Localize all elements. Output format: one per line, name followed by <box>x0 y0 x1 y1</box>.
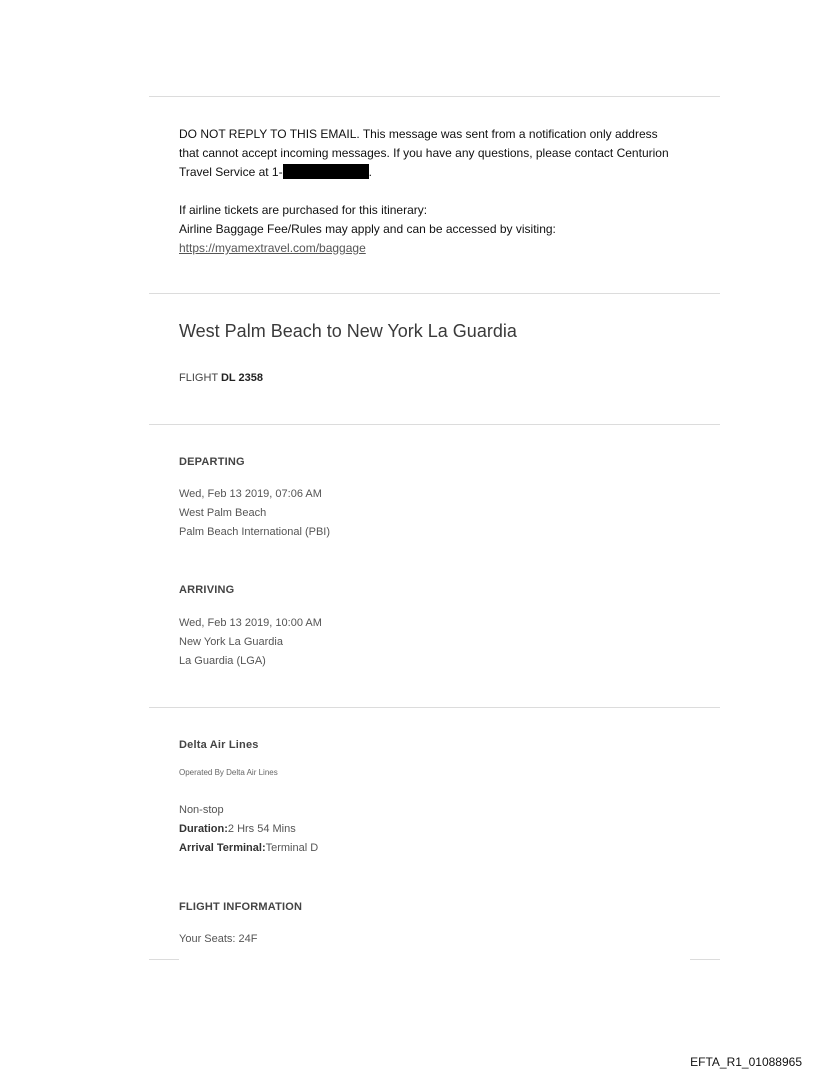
document-id: EFTA_R1_01088965 <box>690 1055 802 1069</box>
carrier-details <box>179 801 699 858</box>
notice-phone-suffix: . <box>368 165 372 179</box>
departing-city: West Palm Beach <box>179 507 267 519</box>
operated-by: Operated By Delta Air Lines <box>179 768 278 777</box>
stops: Non-stop <box>179 804 224 816</box>
notice-line-2: that cannot accept incoming messages. If you have any questions, please contact Centurion <box>179 146 669 160</box>
arriving-details <box>179 614 699 671</box>
departing-details <box>179 485 699 542</box>
flight-number-line <box>179 372 699 384</box>
duration-label: Duration: <box>179 823 228 835</box>
arriving-datetime: Wed, Feb 13 2019, 10:00 AM <box>179 617 322 629</box>
divider-bottom-right <box>690 959 720 960</box>
divider-route <box>149 293 720 294</box>
baggage-link[interactable]: https://myamextravel.com/baggage <box>179 241 366 255</box>
flight-info-heading: FLIGHT INFORMATION <box>179 901 303 913</box>
carrier-name: Delta Air Lines <box>179 739 259 751</box>
duration-value: 2 Hrs 54 Mins <box>227 823 296 835</box>
arriving-heading: ARRIVING <box>179 584 235 596</box>
arriving-city: New York La Guardia <box>179 636 283 648</box>
divider-departing <box>149 424 720 425</box>
divider-carrier <box>149 707 720 708</box>
flight-label: FLIGHT <box>179 372 218 384</box>
baggage-line-2: Airline Baggage Fee/Rules may apply and can be accessed by visiting: <box>179 222 556 236</box>
notice-line-3 <box>179 163 699 182</box>
departing-airport: Palm Beach International (PBI) <box>179 526 331 538</box>
arriving-airport: La Guardia (LGA) <box>179 655 266 667</box>
divider-bottom-left <box>149 959 179 960</box>
route-title: West Palm Beach to New York La Guardia <box>179 321 517 341</box>
no-reply-notice <box>179 125 699 182</box>
duration-line <box>179 820 699 839</box>
seat-assignment: Your Seats: 24F <box>179 933 258 945</box>
notice-phone-prefix: Travel Service at 1- <box>179 165 283 179</box>
baggage-notice <box>179 201 699 258</box>
notice-line-1: DO NOT REPLY TO THIS EMAIL. This message was sent from a notification only address <box>179 127 658 141</box>
terminal-value: Terminal D <box>265 842 319 854</box>
terminal-label: Arrival Terminal: <box>179 842 266 854</box>
baggage-line-1: If airline tickets are purchased for this itinerary: <box>179 203 428 217</box>
flight-number: DL 2358 <box>220 372 263 384</box>
redacted-phone-block <box>283 164 369 179</box>
departing-heading: DEPARTING <box>179 456 245 468</box>
departing-datetime: Wed, Feb 13 2019, 07:06 AM <box>179 488 322 500</box>
terminal-line <box>179 839 699 858</box>
divider-top <box>149 96 720 97</box>
